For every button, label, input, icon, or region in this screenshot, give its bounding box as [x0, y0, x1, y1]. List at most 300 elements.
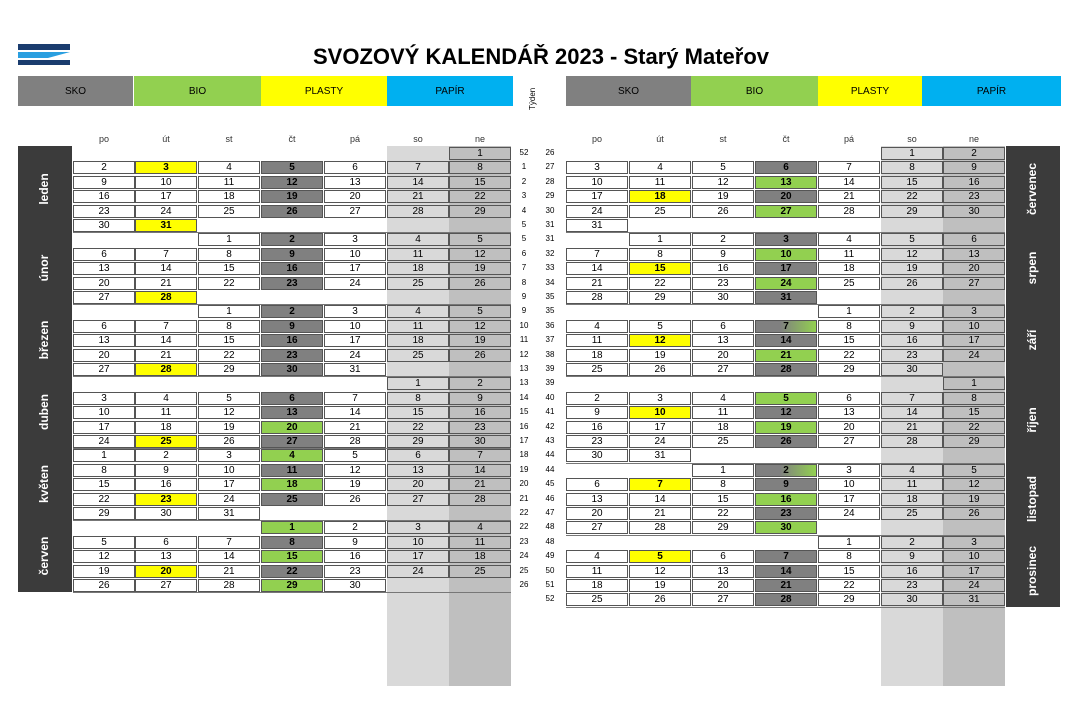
day-cell: 5: [629, 320, 691, 333]
day-cell: 10: [755, 248, 817, 261]
day-cell: 1: [198, 233, 260, 246]
day-cell: 8: [943, 392, 1005, 405]
week-number: 45: [545, 479, 555, 489]
day-cell: 7: [566, 248, 628, 261]
day-cell: 18: [387, 334, 449, 347]
day-cell: 10: [818, 478, 880, 491]
day-cell: 20: [943, 262, 1005, 275]
day-cell: 22: [198, 277, 260, 290]
day-cell: 16: [261, 334, 323, 347]
day-cell: 21: [818, 190, 880, 203]
month-label: listopad: [1025, 475, 1039, 522]
day-cell: 25: [449, 565, 511, 578]
day-cell: 5: [73, 536, 135, 549]
day-cell: 24: [135, 205, 197, 218]
day-cell: 20: [692, 349, 754, 362]
week-number: 25: [519, 565, 529, 575]
day-cell: 18: [818, 262, 880, 275]
day-cell: 4: [881, 464, 943, 477]
day-cell: 12: [629, 565, 691, 578]
day-cell: 22: [818, 579, 880, 592]
day-cell: 21: [629, 507, 691, 520]
week-number: 23: [519, 536, 529, 546]
day-cell: 14: [135, 262, 197, 275]
week-number: 26: [519, 580, 529, 589]
week-number: 32: [545, 248, 555, 258]
day-cell: 25: [566, 593, 628, 606]
day-cell: 29: [692, 521, 754, 534]
day-cell: 30: [881, 363, 943, 376]
day-cell: 20: [692, 579, 754, 592]
day-header-5: so: [907, 134, 917, 144]
day-cell: 30: [566, 449, 628, 462]
day-cell: 17: [566, 190, 628, 203]
day-cell: 27: [135, 579, 197, 592]
day-cell: 30: [881, 593, 943, 606]
legend-plasty: PLASTY: [261, 76, 387, 106]
day-cell: 14: [818, 176, 880, 189]
day-cell: 19: [449, 262, 511, 275]
day-cell: 11: [566, 334, 628, 347]
day-cell: 17: [629, 421, 691, 434]
day-cell: 3: [387, 521, 449, 534]
day-cell: 29: [818, 363, 880, 376]
day-cell: 21: [387, 190, 449, 203]
day-cell: 4: [387, 233, 449, 246]
month-separator: [73, 592, 511, 593]
day-cell: 13: [943, 248, 1005, 261]
day-cell: 25: [387, 349, 449, 362]
day-cell: 12: [73, 550, 135, 563]
day-cell: 3: [324, 233, 386, 246]
day-cell: 16: [755, 493, 817, 506]
day-header-1: út: [656, 134, 664, 144]
day-cell: 13: [73, 262, 135, 275]
day-cell: 8: [387, 392, 449, 405]
day-cell: 6: [387, 449, 449, 462]
day-cell: 1: [818, 536, 880, 549]
week-number: 8: [521, 277, 527, 287]
week-number: 33: [545, 263, 555, 273]
day-cell: 24: [387, 565, 449, 578]
day-cell: 13: [261, 406, 323, 419]
day-cell: 28: [135, 291, 197, 304]
day-cell: 3: [943, 305, 1005, 318]
day-cell: 15: [943, 406, 1005, 419]
day-cell: 31: [324, 363, 386, 376]
day-cell: 9: [943, 161, 1005, 174]
week-number: 31: [545, 234, 555, 244]
day-cell: 19: [324, 478, 386, 491]
day-cell: 25: [261, 493, 323, 506]
day-cell: 16: [135, 478, 197, 491]
day-cell: 28: [881, 435, 943, 448]
day-cell: 7: [629, 478, 691, 491]
day-header-4: pá: [843, 134, 854, 144]
day-cell: 7: [387, 161, 449, 174]
day-cell: 27: [566, 521, 628, 534]
day-cell: 10: [324, 320, 386, 333]
week-number: 39: [545, 364, 555, 373]
week-number: 10: [519, 320, 529, 330]
day-cell: 20: [135, 565, 197, 578]
day-cell: 3: [755, 233, 817, 246]
day-cell: 31: [755, 291, 817, 304]
day-cell: 1: [261, 521, 323, 534]
legend-papír: PAPÍR: [922, 76, 1061, 106]
day-cell: 1: [73, 449, 135, 462]
day-cell: 25: [692, 435, 754, 448]
day-cell: 16: [566, 421, 628, 434]
day-cell: 3: [629, 392, 691, 405]
day-cell: 23: [566, 435, 628, 448]
week-number: 41: [545, 407, 555, 417]
day-cell: 3: [818, 464, 880, 477]
day-cell: 1: [449, 147, 511, 160]
day-cell: 2: [449, 377, 511, 390]
day-cell: 6: [755, 161, 817, 174]
day-cell: 4: [692, 392, 754, 405]
day-cell: 2: [881, 305, 943, 318]
day-cell: 27: [324, 205, 386, 218]
day-cell: 21: [324, 421, 386, 434]
day-cell: 9: [261, 320, 323, 333]
day-cell: 7: [881, 392, 943, 405]
day-cell: 17: [324, 262, 386, 275]
day-cell: 29: [943, 435, 1005, 448]
calendar-first-half: [18, 132, 538, 686]
day-cell: 1: [198, 305, 260, 318]
day-cell: 13: [692, 334, 754, 347]
day-cell: 8: [818, 550, 880, 563]
day-cell: 13: [692, 565, 754, 578]
day-cell: 17: [324, 334, 386, 347]
month-label: březen: [37, 321, 51, 360]
day-cell: 9: [881, 320, 943, 333]
day-cell: 7: [324, 392, 386, 405]
day-cell: 28: [755, 593, 817, 606]
day-cell: 3: [135, 161, 197, 174]
day-header-2: st: [719, 134, 727, 144]
day-cell: 19: [692, 190, 754, 203]
day-cell: 6: [73, 320, 135, 333]
week-number: 29: [545, 191, 555, 201]
week-number: 6: [521, 248, 527, 258]
week-number: 48: [545, 536, 555, 546]
day-cell: 22: [261, 565, 323, 578]
day-cell: 9: [881, 550, 943, 563]
day-cell: 13: [387, 464, 449, 477]
day-cell: 16: [943, 176, 1005, 189]
day-cell: 6: [818, 392, 880, 405]
day-cell: 20: [73, 349, 135, 362]
day-cell: 19: [449, 334, 511, 347]
day-cell: 29: [881, 205, 943, 218]
day-cell: 3: [943, 536, 1005, 549]
week-number: 3: [521, 191, 527, 201]
month-label: únor: [37, 255, 51, 282]
day-cell: 30: [449, 435, 511, 448]
day-cell: 18: [566, 349, 628, 362]
day-cell: 31: [943, 593, 1005, 606]
day-cell: 4: [198, 161, 260, 174]
week-number: 52: [519, 148, 529, 157]
day-cell: 16: [261, 262, 323, 275]
day-header-0: po: [591, 134, 602, 144]
day-cell: 21: [198, 565, 260, 578]
day-cell: 27: [943, 277, 1005, 290]
day-cell: 8: [692, 478, 754, 491]
day-cell: 12: [692, 176, 754, 189]
day-cell: 2: [692, 233, 754, 246]
month-label: červen: [37, 537, 51, 576]
day-cell: 17: [135, 190, 197, 203]
day-cell: 23: [449, 421, 511, 434]
day-cell: 12: [629, 334, 691, 347]
day-cell: 4: [566, 550, 628, 563]
day-cell: 15: [818, 565, 880, 578]
day-cell: 30: [755, 521, 817, 534]
day-cell: 29: [629, 291, 691, 304]
day-header-2: st: [225, 134, 233, 144]
day-cell: 9: [73, 176, 135, 189]
day-cell: 22: [818, 349, 880, 362]
day-cell: 14: [387, 176, 449, 189]
day-cell: 12: [881, 248, 943, 261]
day-cell: 2: [324, 521, 386, 534]
day-cell: 23: [135, 493, 197, 506]
day-cell: 29: [449, 205, 511, 218]
day-cell: 22: [629, 277, 691, 290]
day-header-6: ne: [474, 134, 485, 144]
day-cell: 5: [755, 392, 817, 405]
day-cell: 29: [73, 507, 135, 520]
day-cell: 24: [566, 205, 628, 218]
day-cell: 23: [881, 579, 943, 592]
day-cell: 13: [324, 176, 386, 189]
day-cell: 11: [261, 464, 323, 477]
day-cell: 15: [73, 478, 135, 491]
day-cell: 10: [943, 320, 1005, 333]
legend-bio: BIO: [134, 76, 261, 106]
day-cell: 29: [818, 593, 880, 606]
day-cell: 17: [198, 478, 260, 491]
day-cell: 30: [324, 579, 386, 592]
day-cell: 15: [261, 550, 323, 563]
day-cell: 24: [198, 493, 260, 506]
day-cell: 15: [629, 262, 691, 275]
day-cell: 7: [449, 449, 511, 462]
day-cell: 15: [198, 334, 260, 347]
day-cell: 30: [135, 507, 197, 520]
day-cell: 24: [818, 507, 880, 520]
day-cell: 31: [566, 219, 628, 232]
day-cell: 25: [135, 435, 197, 448]
week-number: 7: [521, 263, 527, 273]
day-header-1: út: [162, 134, 170, 144]
day-cell: 4: [261, 449, 323, 462]
day-cell: 21: [755, 349, 817, 362]
legend-sko: SKO: [18, 76, 133, 106]
day-cell: 2: [261, 305, 323, 318]
day-cell: 26: [755, 435, 817, 448]
week-number: 30: [545, 205, 555, 215]
week-number: 19: [519, 464, 529, 474]
day-cell: 28: [449, 493, 511, 506]
day-cell: 24: [324, 349, 386, 362]
day-cell: 5: [198, 392, 260, 405]
day-cell: 4: [387, 305, 449, 318]
day-cell: 13: [755, 176, 817, 189]
day-header-5: so: [413, 134, 423, 144]
day-cell: 15: [818, 334, 880, 347]
day-cell: 27: [755, 205, 817, 218]
day-cell: 3: [566, 161, 628, 174]
day-cell: 26: [324, 493, 386, 506]
day-cell: 12: [198, 406, 260, 419]
day-cell: 13: [135, 550, 197, 563]
day-cell: 17: [755, 262, 817, 275]
day-cell: 6: [261, 392, 323, 405]
day-cell: 10: [943, 550, 1005, 563]
day-cell: 11: [818, 248, 880, 261]
legend-sko: SKO: [566, 76, 691, 106]
week-number: 22: [519, 522, 529, 532]
day-cell: 4: [135, 392, 197, 405]
day-cell: 23: [943, 190, 1005, 203]
day-cell: 15: [692, 493, 754, 506]
day-cell: 21: [755, 579, 817, 592]
day-cell: 22: [449, 190, 511, 203]
day-cell: 28: [135, 363, 197, 376]
day-cell: 29: [387, 435, 449, 448]
day-cell: 16: [73, 190, 135, 203]
week-number: 22: [519, 508, 529, 517]
day-cell: 12: [324, 464, 386, 477]
week-number: 13: [519, 364, 529, 373]
day-cell: 6: [692, 550, 754, 563]
day-cell: 18: [387, 262, 449, 275]
month-separator: [566, 607, 1005, 608]
week-number: 5: [521, 220, 527, 229]
day-cell: 27: [692, 593, 754, 606]
day-cell: 5: [629, 550, 691, 563]
day-cell: 13: [73, 334, 135, 347]
day-cell: 8: [881, 161, 943, 174]
day-cell: 22: [692, 507, 754, 520]
day-cell: 9: [755, 478, 817, 491]
week-number: 16: [519, 421, 529, 431]
day-cell: 24: [755, 277, 817, 290]
day-cell: 8: [73, 464, 135, 477]
day-cell: 8: [198, 320, 260, 333]
day-cell: 16: [324, 550, 386, 563]
day-cell: 5: [324, 449, 386, 462]
day-cell: 13: [818, 406, 880, 419]
day-cell: 26: [449, 277, 511, 290]
day-cell: 25: [566, 363, 628, 376]
day-cell: 27: [73, 363, 135, 376]
day-cell: 20: [818, 421, 880, 434]
month-separator: [566, 376, 1005, 377]
day-header-4: pá: [349, 134, 360, 144]
day-header-3: čt: [782, 134, 790, 144]
day-cell: 23: [261, 277, 323, 290]
day-cell: 19: [881, 262, 943, 275]
day-cell: 28: [818, 205, 880, 218]
day-cell: 5: [692, 161, 754, 174]
day-cell: 23: [881, 349, 943, 362]
day-cell: 30: [943, 205, 1005, 218]
day-cell: 7: [198, 536, 260, 549]
day-cell: 17: [387, 550, 449, 563]
day-cell: 31: [198, 507, 260, 520]
week-number: 35: [545, 292, 555, 301]
day-cell: 18: [135, 421, 197, 434]
month-label: duben: [37, 394, 51, 431]
day-cell: 16: [692, 262, 754, 275]
day-cell: 26: [449, 349, 511, 362]
day-cell: 7: [135, 248, 197, 261]
day-cell: 22: [881, 190, 943, 203]
legend-plasty: PLASTY: [818, 76, 922, 106]
week-number: 36: [545, 320, 555, 330]
day-cell: 18: [629, 190, 691, 203]
day-header-3: čt: [288, 134, 296, 144]
day-cell: 6: [943, 233, 1005, 246]
day-cell: 10: [566, 176, 628, 189]
day-cell: 2: [135, 449, 197, 462]
day-cell: 25: [881, 507, 943, 520]
day-cell: 23: [261, 349, 323, 362]
day-cell: 5: [449, 233, 511, 246]
day-cell: 28: [566, 291, 628, 304]
day-cell: 5: [449, 305, 511, 318]
week-number: 15: [519, 407, 529, 417]
day-cell: 17: [818, 493, 880, 506]
day-cell: 4: [566, 320, 628, 333]
day-cell: 16: [881, 334, 943, 347]
day-cell: 14: [566, 262, 628, 275]
day-cell: 14: [755, 565, 817, 578]
day-cell: 7: [755, 320, 817, 333]
day-cell: 23: [73, 205, 135, 218]
week-number: 21: [519, 493, 529, 503]
legend-bio: BIO: [691, 76, 818, 106]
day-header-0: po: [98, 134, 109, 144]
day-cell: 21: [135, 277, 197, 290]
day-cell: 12: [261, 176, 323, 189]
day-cell: 1: [881, 147, 943, 160]
day-cell: 23: [324, 565, 386, 578]
day-cell: 9: [449, 392, 511, 405]
day-cell: 8: [449, 161, 511, 174]
week-number: 34: [545, 277, 555, 287]
day-cell: 28: [324, 435, 386, 448]
day-cell: 12: [943, 478, 1005, 491]
day-cell: 2: [943, 147, 1005, 160]
day-cell: 28: [755, 363, 817, 376]
day-cell: 20: [73, 277, 135, 290]
day-cell: 26: [73, 579, 135, 592]
page-title: SVOZOVÝ KALENDÁŘ 2023 - Starý Mateřov: [312, 44, 770, 69]
day-cell: 25: [629, 205, 691, 218]
day-cell: 24: [629, 435, 691, 448]
day-cell: 5: [261, 161, 323, 174]
week-number: 49: [545, 551, 555, 561]
day-cell: 7: [755, 550, 817, 563]
day-cell: 11: [198, 176, 260, 189]
